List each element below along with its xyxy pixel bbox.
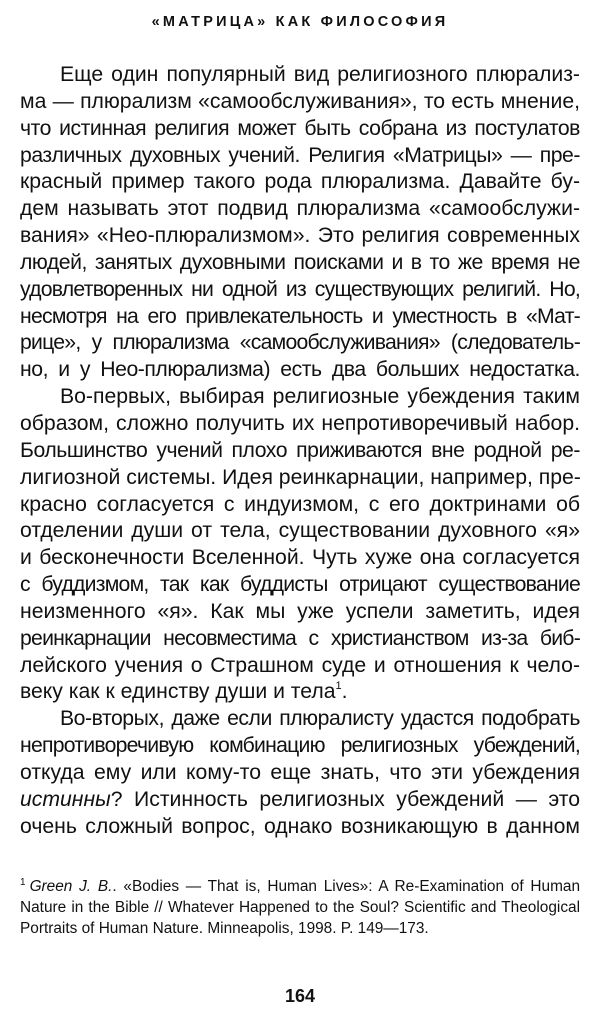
text-line: с буддизмом, так как буддисты отрицают существование [20, 573, 580, 597]
text-line: реинкарнации несовместима с христианством из-за биб- [20, 626, 580, 650]
text-line: лейского учения о Страшном суде и отношения к чело- [20, 653, 580, 677]
footnote-mark: 1 [20, 877, 26, 888]
text-line: различных духовных учений. Религия «Матрицы» — пре- [20, 143, 580, 167]
text-line: но, и у Нео-плюрализма) есть два больших недостатка. [20, 358, 580, 382]
footnotes [20, 876, 580, 940]
footnote-author: Green J. B. [29, 878, 113, 895]
page-number: 164 [284, 986, 316, 1006]
text-line: Еще один популярный вид религиозного плюрализ- [60, 63, 580, 86]
text-line: красный пример такого рода плюрализма. Давайте бу- [20, 170, 580, 194]
text-line: образом, сложно получить их непротиворечивый набор. [20, 411, 580, 435]
text-line: очень сложный вопрос, однако возникающую в данном [20, 814, 580, 838]
text-fragment: ? Истинность религиозных убеждений — это [110, 787, 580, 811]
text-line: откуда ему или кому-то еще знать, что эти убеждения [20, 760, 580, 784]
text-line: Во-вторых, даже если плюралисту удастся подобрать [60, 707, 580, 731]
text-line: и бесконечности Вселенной. Чуть хуже она согласуется [20, 546, 580, 570]
footnote-reference[interactable]: 1 [335, 680, 342, 693]
paragraph-2 [20, 384, 580, 706]
text-line: рице», у плюрализма «самообслуживания» (следователь- [20, 331, 580, 355]
text-line: вания» «Нео-плюрализмом». Это религия современных [20, 224, 580, 248]
body-text [20, 62, 580, 840]
text-line: красно согласуется с индуизмом, с его доктринами об [20, 492, 580, 516]
paragraph-3 [20, 706, 580, 840]
paragraph-1 [20, 62, 580, 384]
footnote-line: Portraits of Human Nature. Minneapolis, 1998. P. 149—173. [20, 920, 429, 938]
text-line: дем называть этот подвид плюрализма «самообслужи- [20, 197, 580, 221]
text-line: неизменного «я». Как мы уже успели заметить, идея [20, 599, 580, 623]
text-line: удовлетворенных ни одной из существующих религий. Но, [20, 277, 580, 301]
text-line: несмотря на его привлекательность и уместность в «Мат- [20, 304, 580, 328]
text-line: лигиозной системы. Идея реинкарнации, например, пре- [20, 465, 581, 489]
text-line: что истинная религия может быть собрана из постулатов [20, 116, 580, 140]
text-line: отделении души от тела, существовании духовного «я» [20, 519, 580, 543]
text-line: людей, занятых духовными поисками и в то же время не [20, 250, 580, 274]
emphasized-text: истинны [20, 787, 111, 811]
text-line: Во-первых, выбирая религиозные убеждения таким [60, 385, 580, 409]
text-fragment: . «Bodies — That is, Human Lives»: A Re-Examination of Human [112, 878, 581, 895]
text-fragment: веку как к единству души и тела [20, 680, 336, 704]
text-line: Большинство учений плохо приживаются вне родной ре- [20, 438, 580, 462]
text-line: ма — плюрализм «самообслуживания», то есть мнение, [20, 89, 580, 113]
text-line [20, 679, 580, 706]
text-line [20, 787, 580, 814]
text-fragment: . [341, 680, 348, 704]
text-line: непротиворечивую комбинацию религиозных убеждений, [20, 734, 580, 758]
footnote-line [20, 876, 580, 897]
running-head: «МАТРИЦА» КАК ФИЛОСОФИЯ [151, 14, 449, 30]
footnote-line: Nature in the Bible // Whatever Happened to the Soul? Scientific and Theological [20, 899, 580, 917]
